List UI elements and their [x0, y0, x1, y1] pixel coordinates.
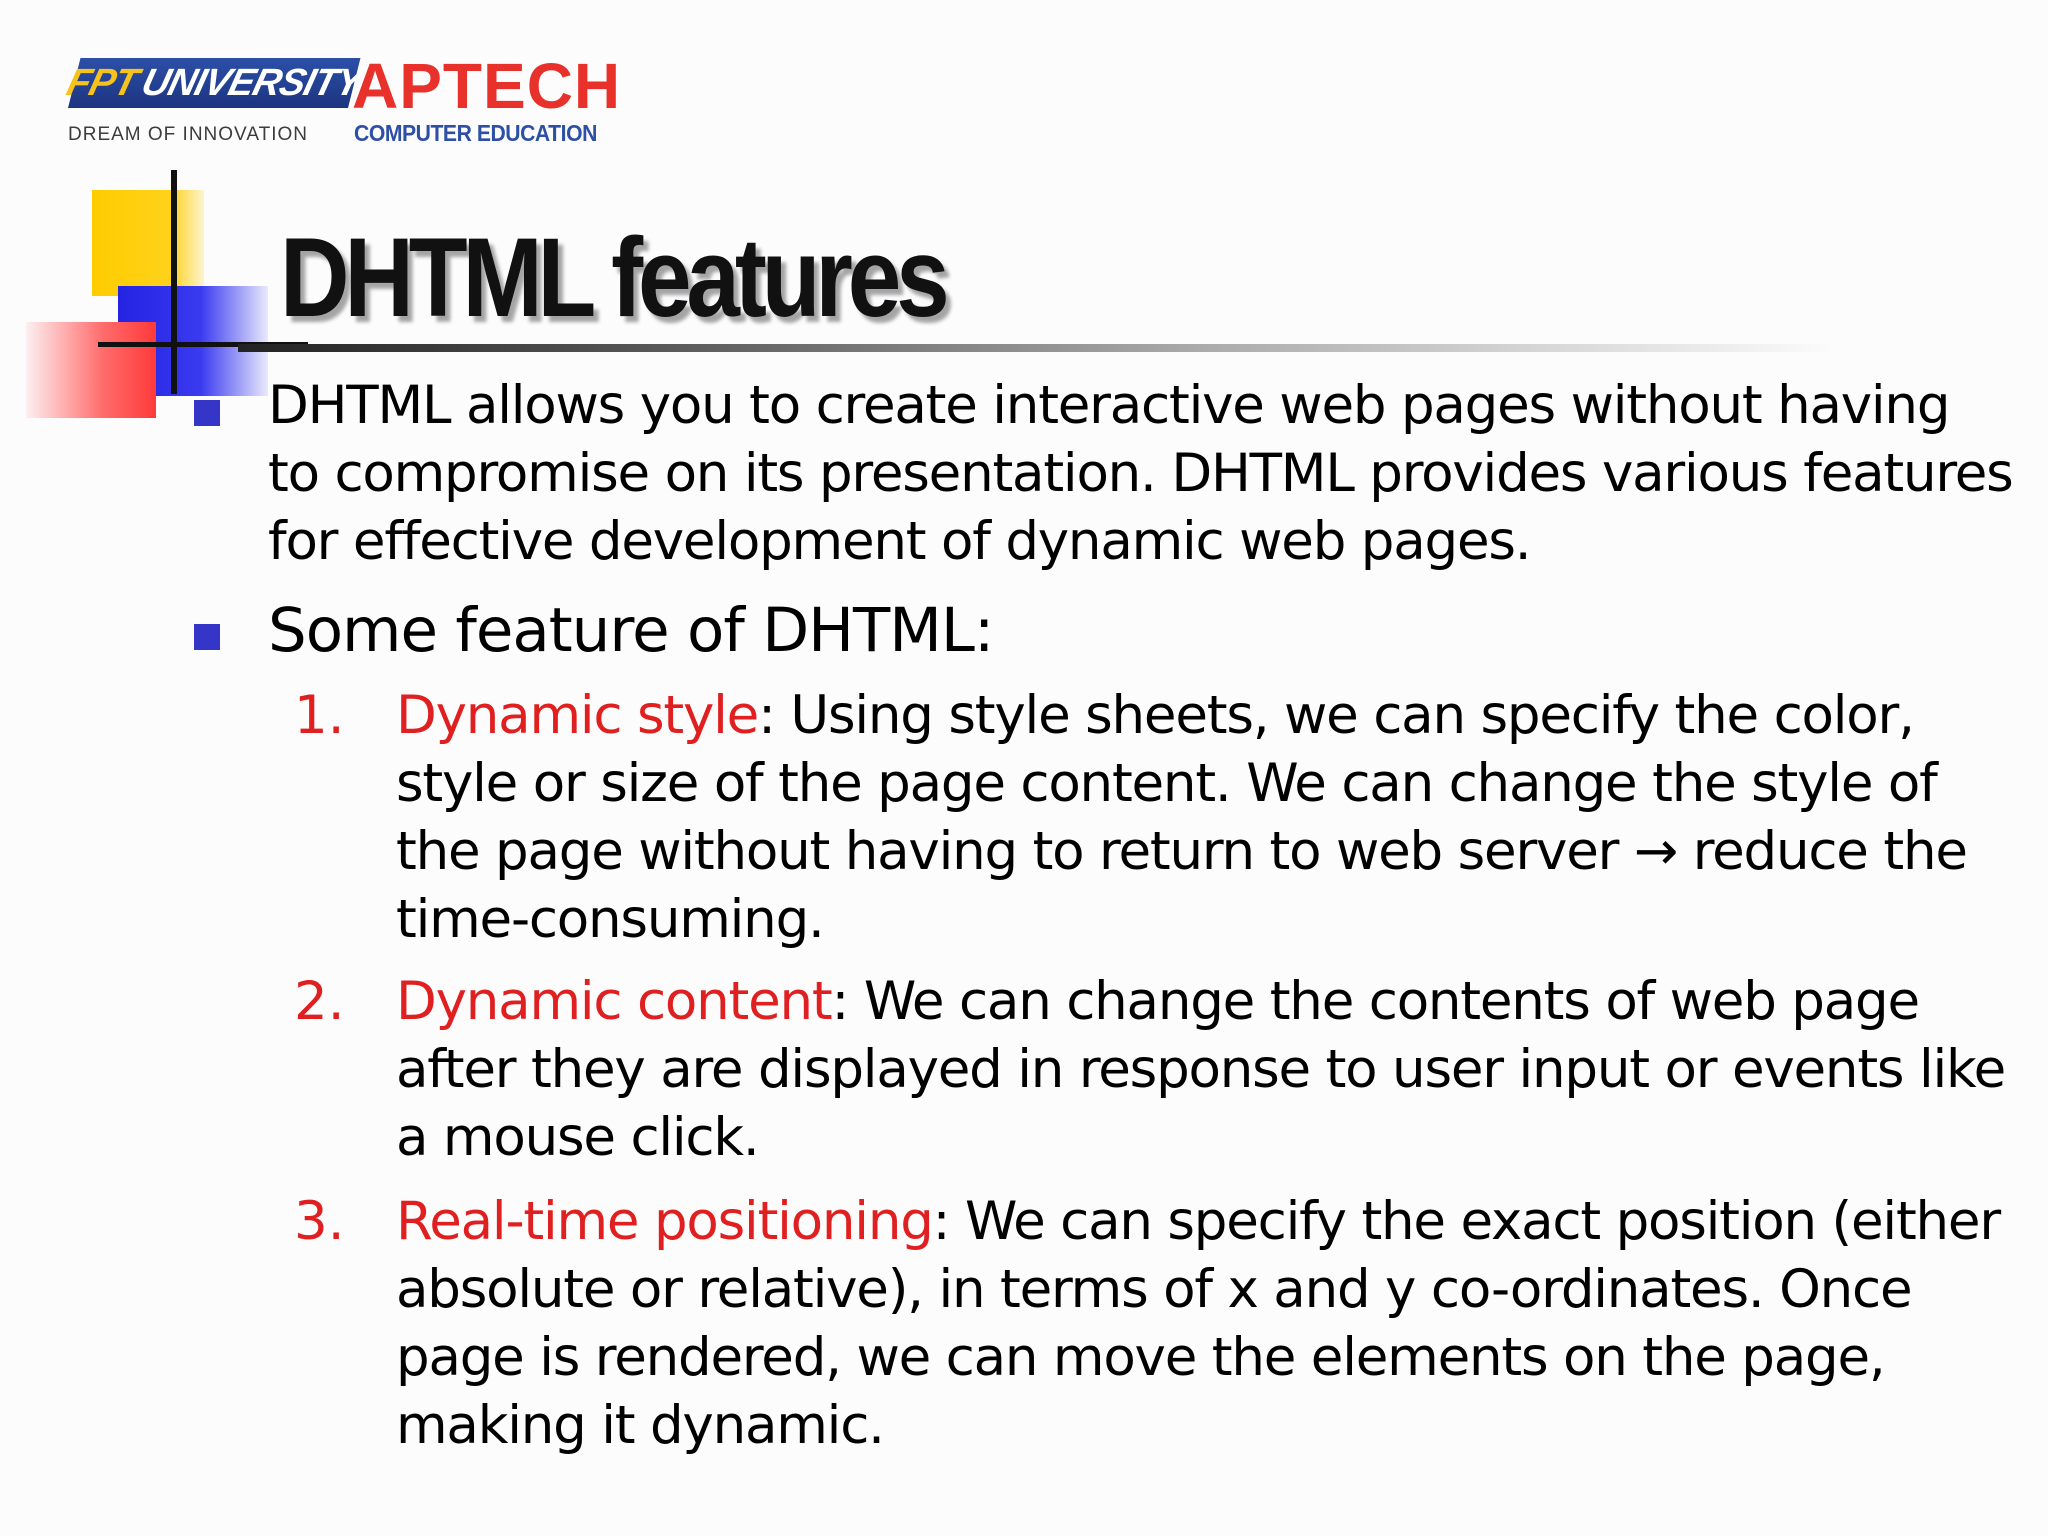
fpt-logo-tagline: DREAM OF INNOVATION	[68, 124, 308, 145]
decor-red-square	[26, 322, 156, 418]
fpt-logo-letters: FPT	[62, 61, 142, 104]
fpt-logo-name: UNIVERSITY	[137, 61, 367, 104]
feature-number: 1.	[294, 685, 345, 746]
feature-description: : Using style sheets, we can specify the color, style or size of the page content. We can change the style of the page without having to return to web server → reduce the time-consuming.	[396, 685, 1967, 950]
feature-number: 2.	[294, 971, 345, 1032]
bullet-text: DHTML allows you to create interactive web pages without having to compromise on its presentation. DHTML provides various features for effective development of dynamic web pages.	[268, 375, 2013, 572]
title-underline	[238, 344, 1838, 352]
feature-description: : We can specify the exact position (either absolute or relative), in terms of x and y co-ordinates. Once page is rendered, we can move the elements on the page, making it dynamic.	[396, 1191, 2000, 1456]
decor-yellow-square	[92, 190, 204, 296]
slide-title: DHTML features	[280, 215, 945, 340]
feature-text	[396, 682, 2016, 954]
aptech-logo-name: APTECH	[352, 50, 622, 122]
feature-text	[396, 1188, 2016, 1460]
square-bullet-icon	[194, 400, 220, 426]
feature-number: 3.	[294, 1191, 345, 1252]
bullet-text: Some feature of DHTML:	[268, 595, 994, 666]
feature-term: Real-time positioning	[396, 1191, 933, 1252]
aptech-logo-subtitle: COMPUTER EDUCATION	[354, 120, 597, 146]
fpt-university-logo	[62, 58, 367, 148]
decor-vertical-line	[171, 170, 177, 394]
feature-description: : We can change the contents of web page after they are displayed in response to user input or events like a mouse click.	[396, 971, 2006, 1168]
feature-term: Dynamic content	[396, 971, 832, 1032]
aptech-logo	[352, 50, 622, 152]
fpt-logo-mark	[62, 58, 367, 108]
feature-term: Dynamic style	[396, 685, 759, 746]
square-bullet-icon	[194, 624, 220, 650]
feature-text	[396, 968, 2016, 1172]
